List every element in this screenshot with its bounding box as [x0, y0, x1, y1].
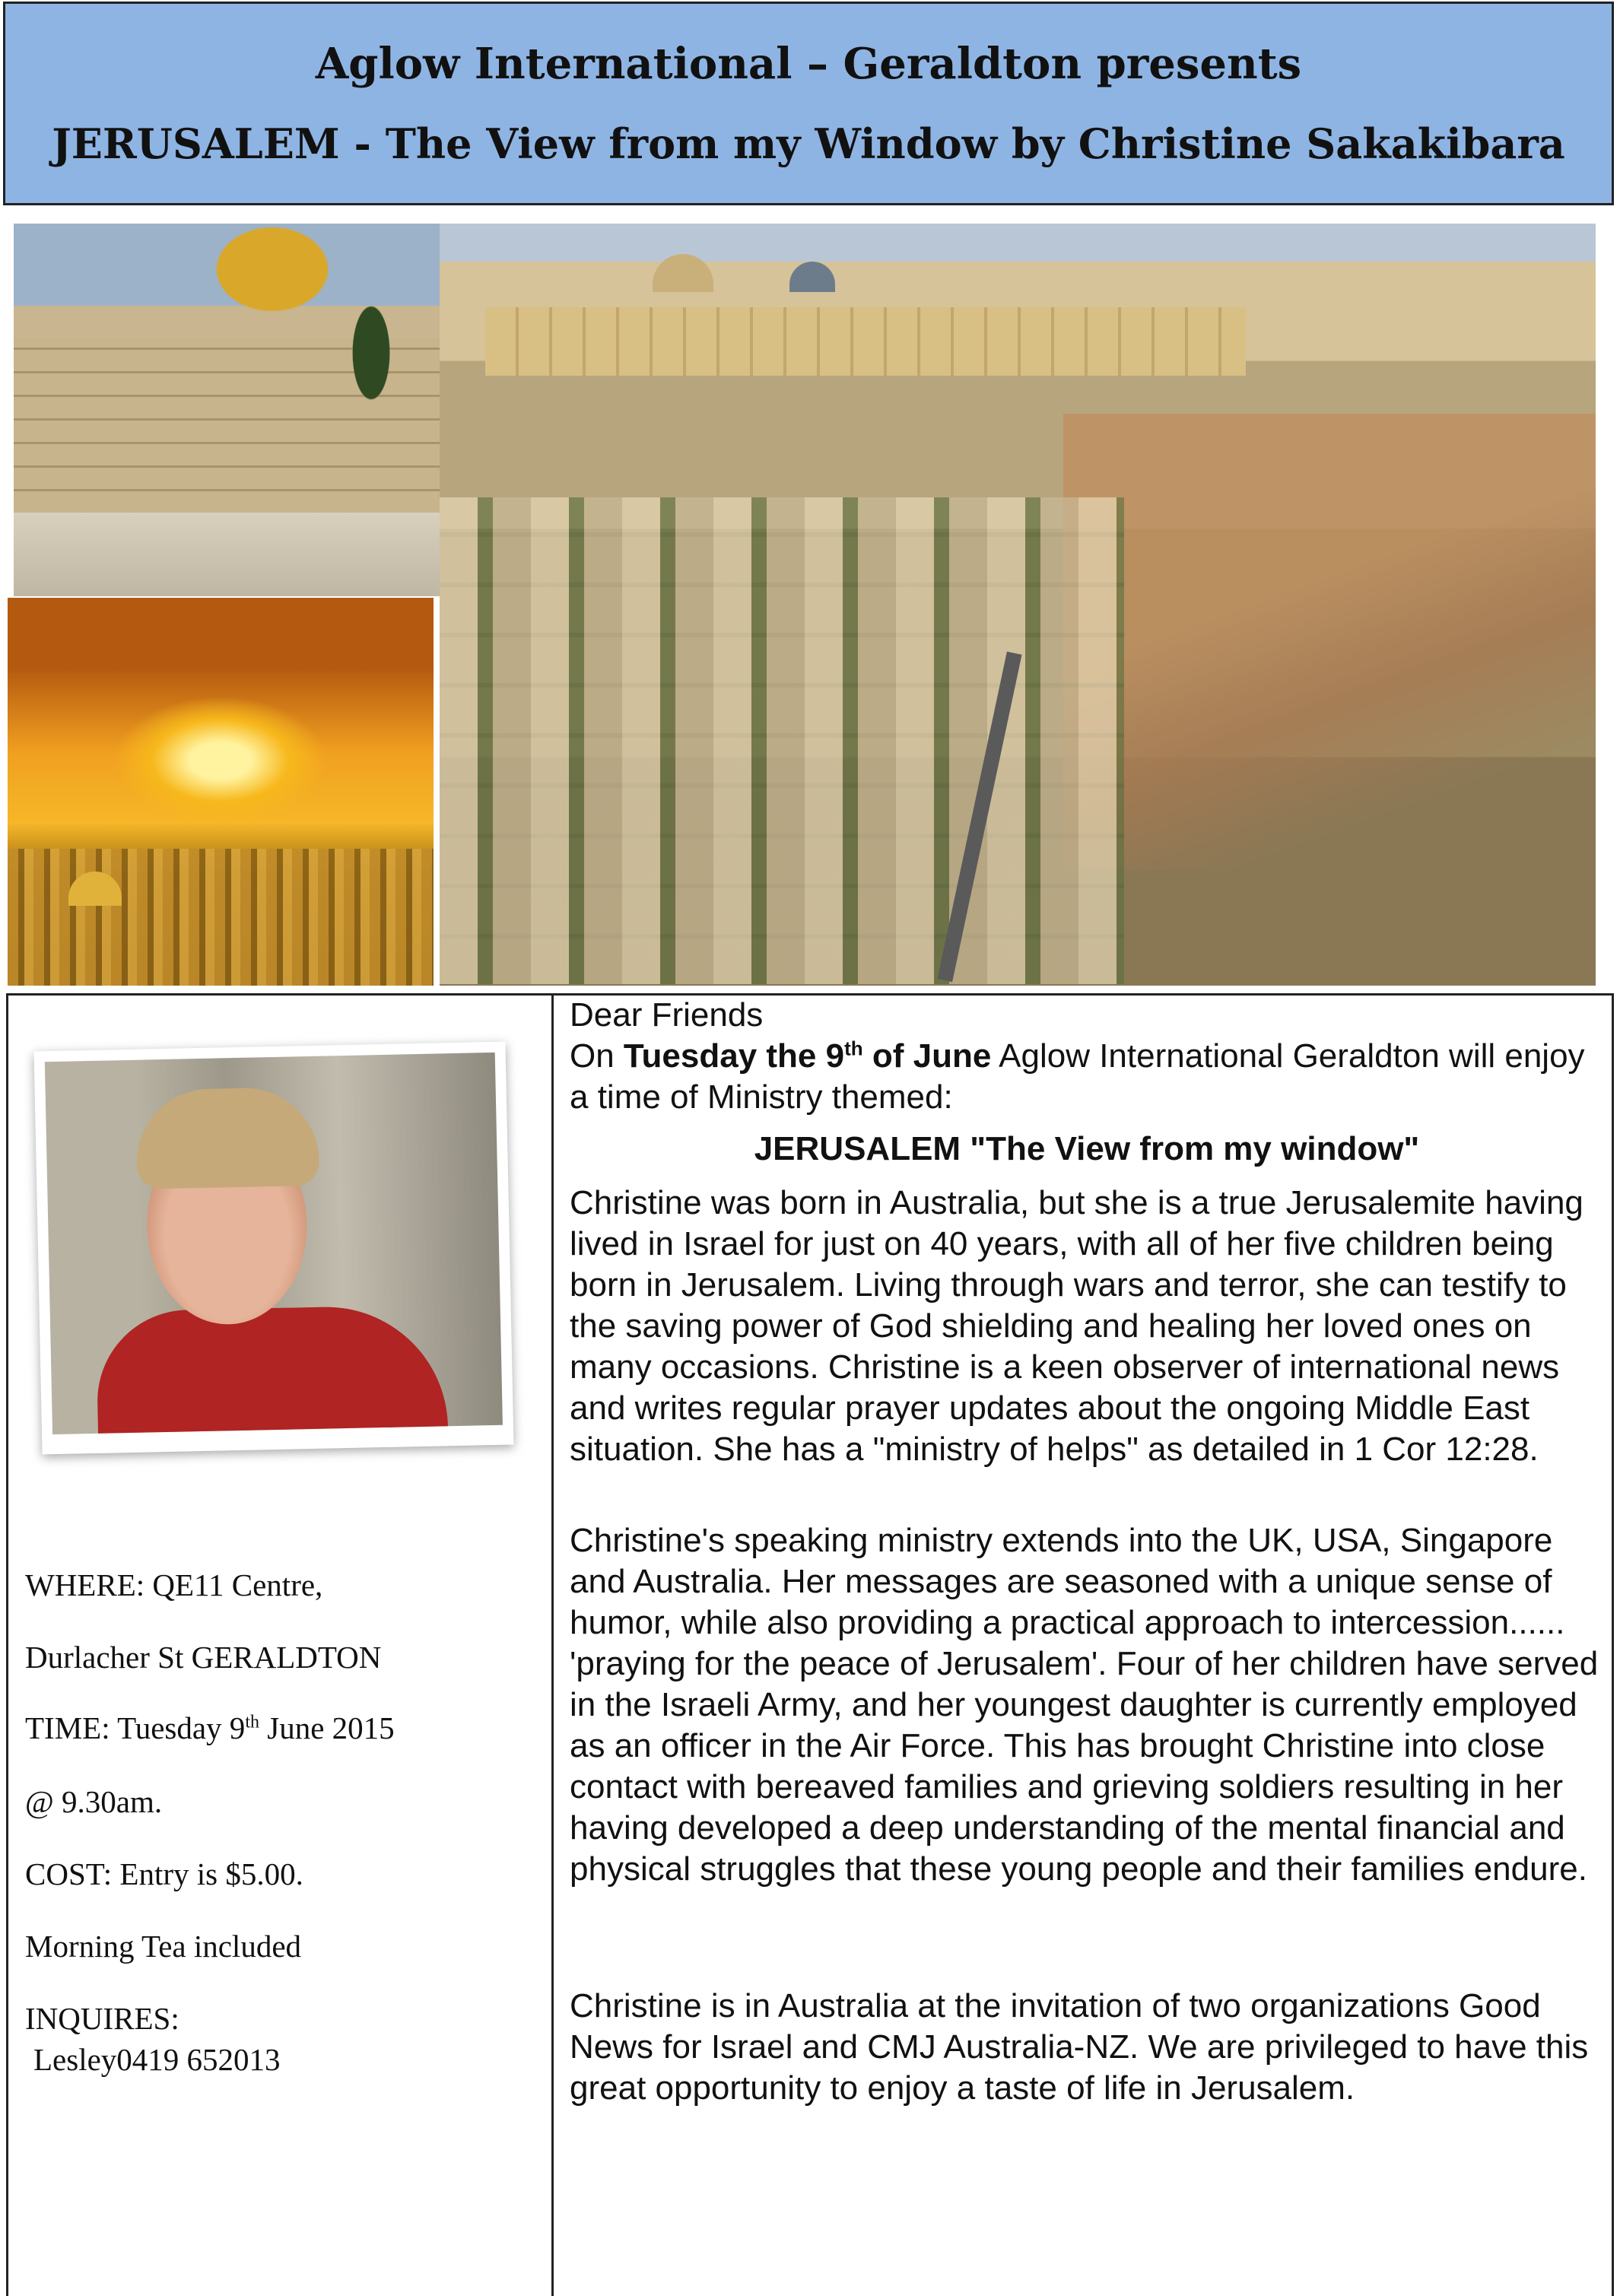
time-sup: th: [245, 1712, 259, 1732]
western-wall-photo: [14, 224, 440, 596]
intro-on: On: [570, 1037, 624, 1075]
time-line-2: @ 9.30am.: [25, 1784, 163, 1819]
morning-tea-line: Morning Tea included: [25, 1929, 302, 1964]
theme-title: JERUSALEM "The View from my window": [754, 1130, 1420, 1167]
speaker-portrait-frame: [34, 1042, 514, 1455]
intro-month: of June: [862, 1037, 992, 1075]
time-line-1: [25, 1710, 395, 1746]
where-line-2: Durlacher St GERALDTON: [25, 1640, 382, 1675]
paragraph-2: Christine's speaking ministry extends into the UK, USA, Singapore and Australia. Her messages are seasoned with a unique sense of humor, while also providing a practical approach to intercession...... 'praying for the peace of Jerusalem'. Four of her children have served in the Israeli Army, and her youngest daughter is currently employed as an officer in the Air Force. This has brought Christine into close contact with bereaved families and grieving soldiers resulting in her having developed a deep understanding of the mental financial and physical struggles that these young people and their families endure.: [570, 1522, 1599, 1888]
intro-rest: Aglow International Geraldton will enjoy a time of Ministry themed:: [570, 1037, 1585, 1116]
header-banner: [3, 2, 1614, 205]
speaker-portrait: [45, 1053, 503, 1434]
column-divider: [551, 993, 554, 2296]
jerusalem-valley-photo: [440, 224, 1596, 986]
header-title: Aglow International – Geraldton presents: [315, 39, 1302, 89]
cost-line: COST: Entry is $5.00.: [25, 1856, 303, 1891]
inquires-contact: Lesley0419 652013: [33, 2042, 281, 2077]
paragraph-3: Christine is in Australia at the invitation of two organizations Good News for Israel and CMJ Australia-NZ. We are privileged to have this great opportunity to enjoy a taste of life in Jerusalem.: [570, 1987, 1589, 2107]
where-line-1: WHERE: QE11 Centre,: [25, 1567, 323, 1602]
intro-date: Tuesday the 9: [623, 1037, 845, 1075]
time-suffix: June 2015: [259, 1710, 395, 1745]
intro-sup: th: [844, 1037, 863, 1060]
jerusalem-sunset-photo: [8, 598, 434, 986]
paragraph-1: Christine was born in Australia, but she is a true Jerusalemite having lived in Israel for just on 40 years, with all of her five children being born in Jerusalem. Living through wars and terror, she can testify to the saving power of God shielding and healing her loved ones on many occasions. Christine is a keen observer of international news and writes regular prayer updates about the ongoing Middle East situation. She has a "ministry of helps" as detailed in 1 Cor 12:28.: [570, 1184, 1583, 1468]
intro-paragraph: [570, 1036, 1604, 1118]
greeting: Dear Friends: [570, 996, 764, 1034]
inquires-label: INQUIRES:: [25, 2001, 179, 2036]
header-subtitle: JERUSALEM - The View from my Window by Christine Sakakibara: [52, 119, 1565, 168]
time-prefix: TIME: Tuesday 9: [25, 1710, 246, 1745]
